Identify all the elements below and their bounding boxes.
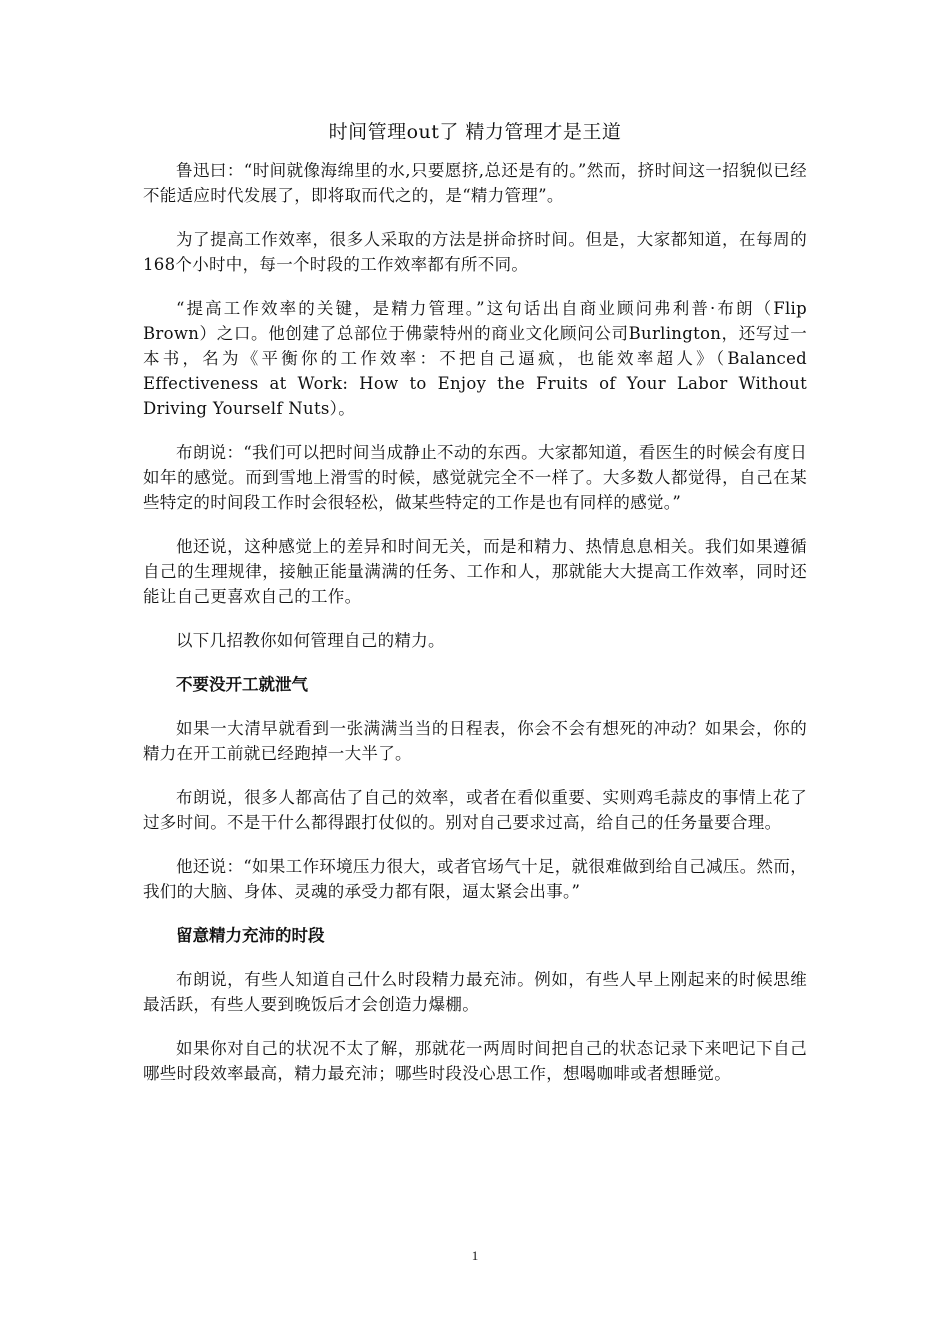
document-body <box>143 118 807 1105</box>
paragraph: 以下几招教你如何管理自己的精力。 <box>176 631 445 650</box>
page-number: 1 <box>471 1248 479 1263</box>
paragraph: 鲁迅曰：“时间就像海绵里的水,只要愿挤,总还是有的。”然而，挤时间这一招貌似已经不能适应时代发展了，即将取而代之的，是“精力管理”。 <box>143 161 807 205</box>
paragraph: 布朗说，很多人都高估了自己的效率，或者在看似重要、实则鸡毛蒜皮的事情上花了过多时间。不是干什么都得跟打仗似的。别对自己要求过高，给自己的任务量要合理。 <box>143 788 807 832</box>
paragraph: 他还说，这种感觉上的差异和时间无关，而是和精力、热情息息相关。我们如果遵循自己的生理规律，接触正能量满满的任务、工作和人，那就能大大提高工作效率，同时还能让自己更喜欢自己的工作。 <box>143 537 807 606</box>
paragraph: “提高工作效率的关键，是精力管理。”这句话出自商业顾问弗利普·布朗（Flip Brown）之口。他创建了总部位于佛蒙特州的商业文化顾问公司Burlington，还写过一本书，名为《平衡你的工作效率：不把自己逼疯，也能效率超人》（Balanced Effectiveness at Work: How to Enjoy the Fruits of Your Labor Without Driving Yourself Nuts）。 <box>143 299 807 418</box>
document-title: 时间管理out了 精力管理才是王道 <box>328 121 622 143</box>
section-heading: 留意精力充沛的时段 <box>176 926 325 945</box>
paragraph: 为了提高工作效率，很多人采取的方法是拼命挤时间。但是，大家都知道，在每周的168个小时中，每一个时段的工作效率都有所不同。 <box>143 230 807 274</box>
section-heading: 不要没开工就泄气 <box>176 675 308 694</box>
paragraph: 布朗说，有些人知道自己什么时段精力最充沛。例如，有些人早上刚起来的时候思维最活跃，有些人要到晚饭后才会创造力爆棚。 <box>143 970 807 1014</box>
paragraph: 如果你对自己的状况不太了解，那就花一两周时间把自己的状态记录下来吧记下自己哪些时段效率最高，精力最充沛；哪些时段没心思工作，想喝咖啡或者想睡觉。 <box>143 1039 807 1083</box>
paragraph: 如果一大清早就看到一张满满当当的日程表，你会不会有想死的冲动？如果会，你的精力在开工前就已经跑掉一大半了。 <box>143 719 807 763</box>
paragraph: 布朗说：“我们可以把时间当成静止不动的东西。大家都知道，看医生的时候会有度日如年的感觉。而到雪地上滑雪的时候，感觉就完全不一样了。大多数人都觉得，自己在某些特定的时间段工作时会很轻松，做某些特定的工作是也有同样的感觉。” <box>143 443 807 512</box>
paragraph: 他还说：“如果工作环境压力很大，或者官场气十足，就很难做到给自己减压。然而，我们的大脑、身体、灵魂的承受力都有限，逼太紧会出事。” <box>143 857 807 901</box>
